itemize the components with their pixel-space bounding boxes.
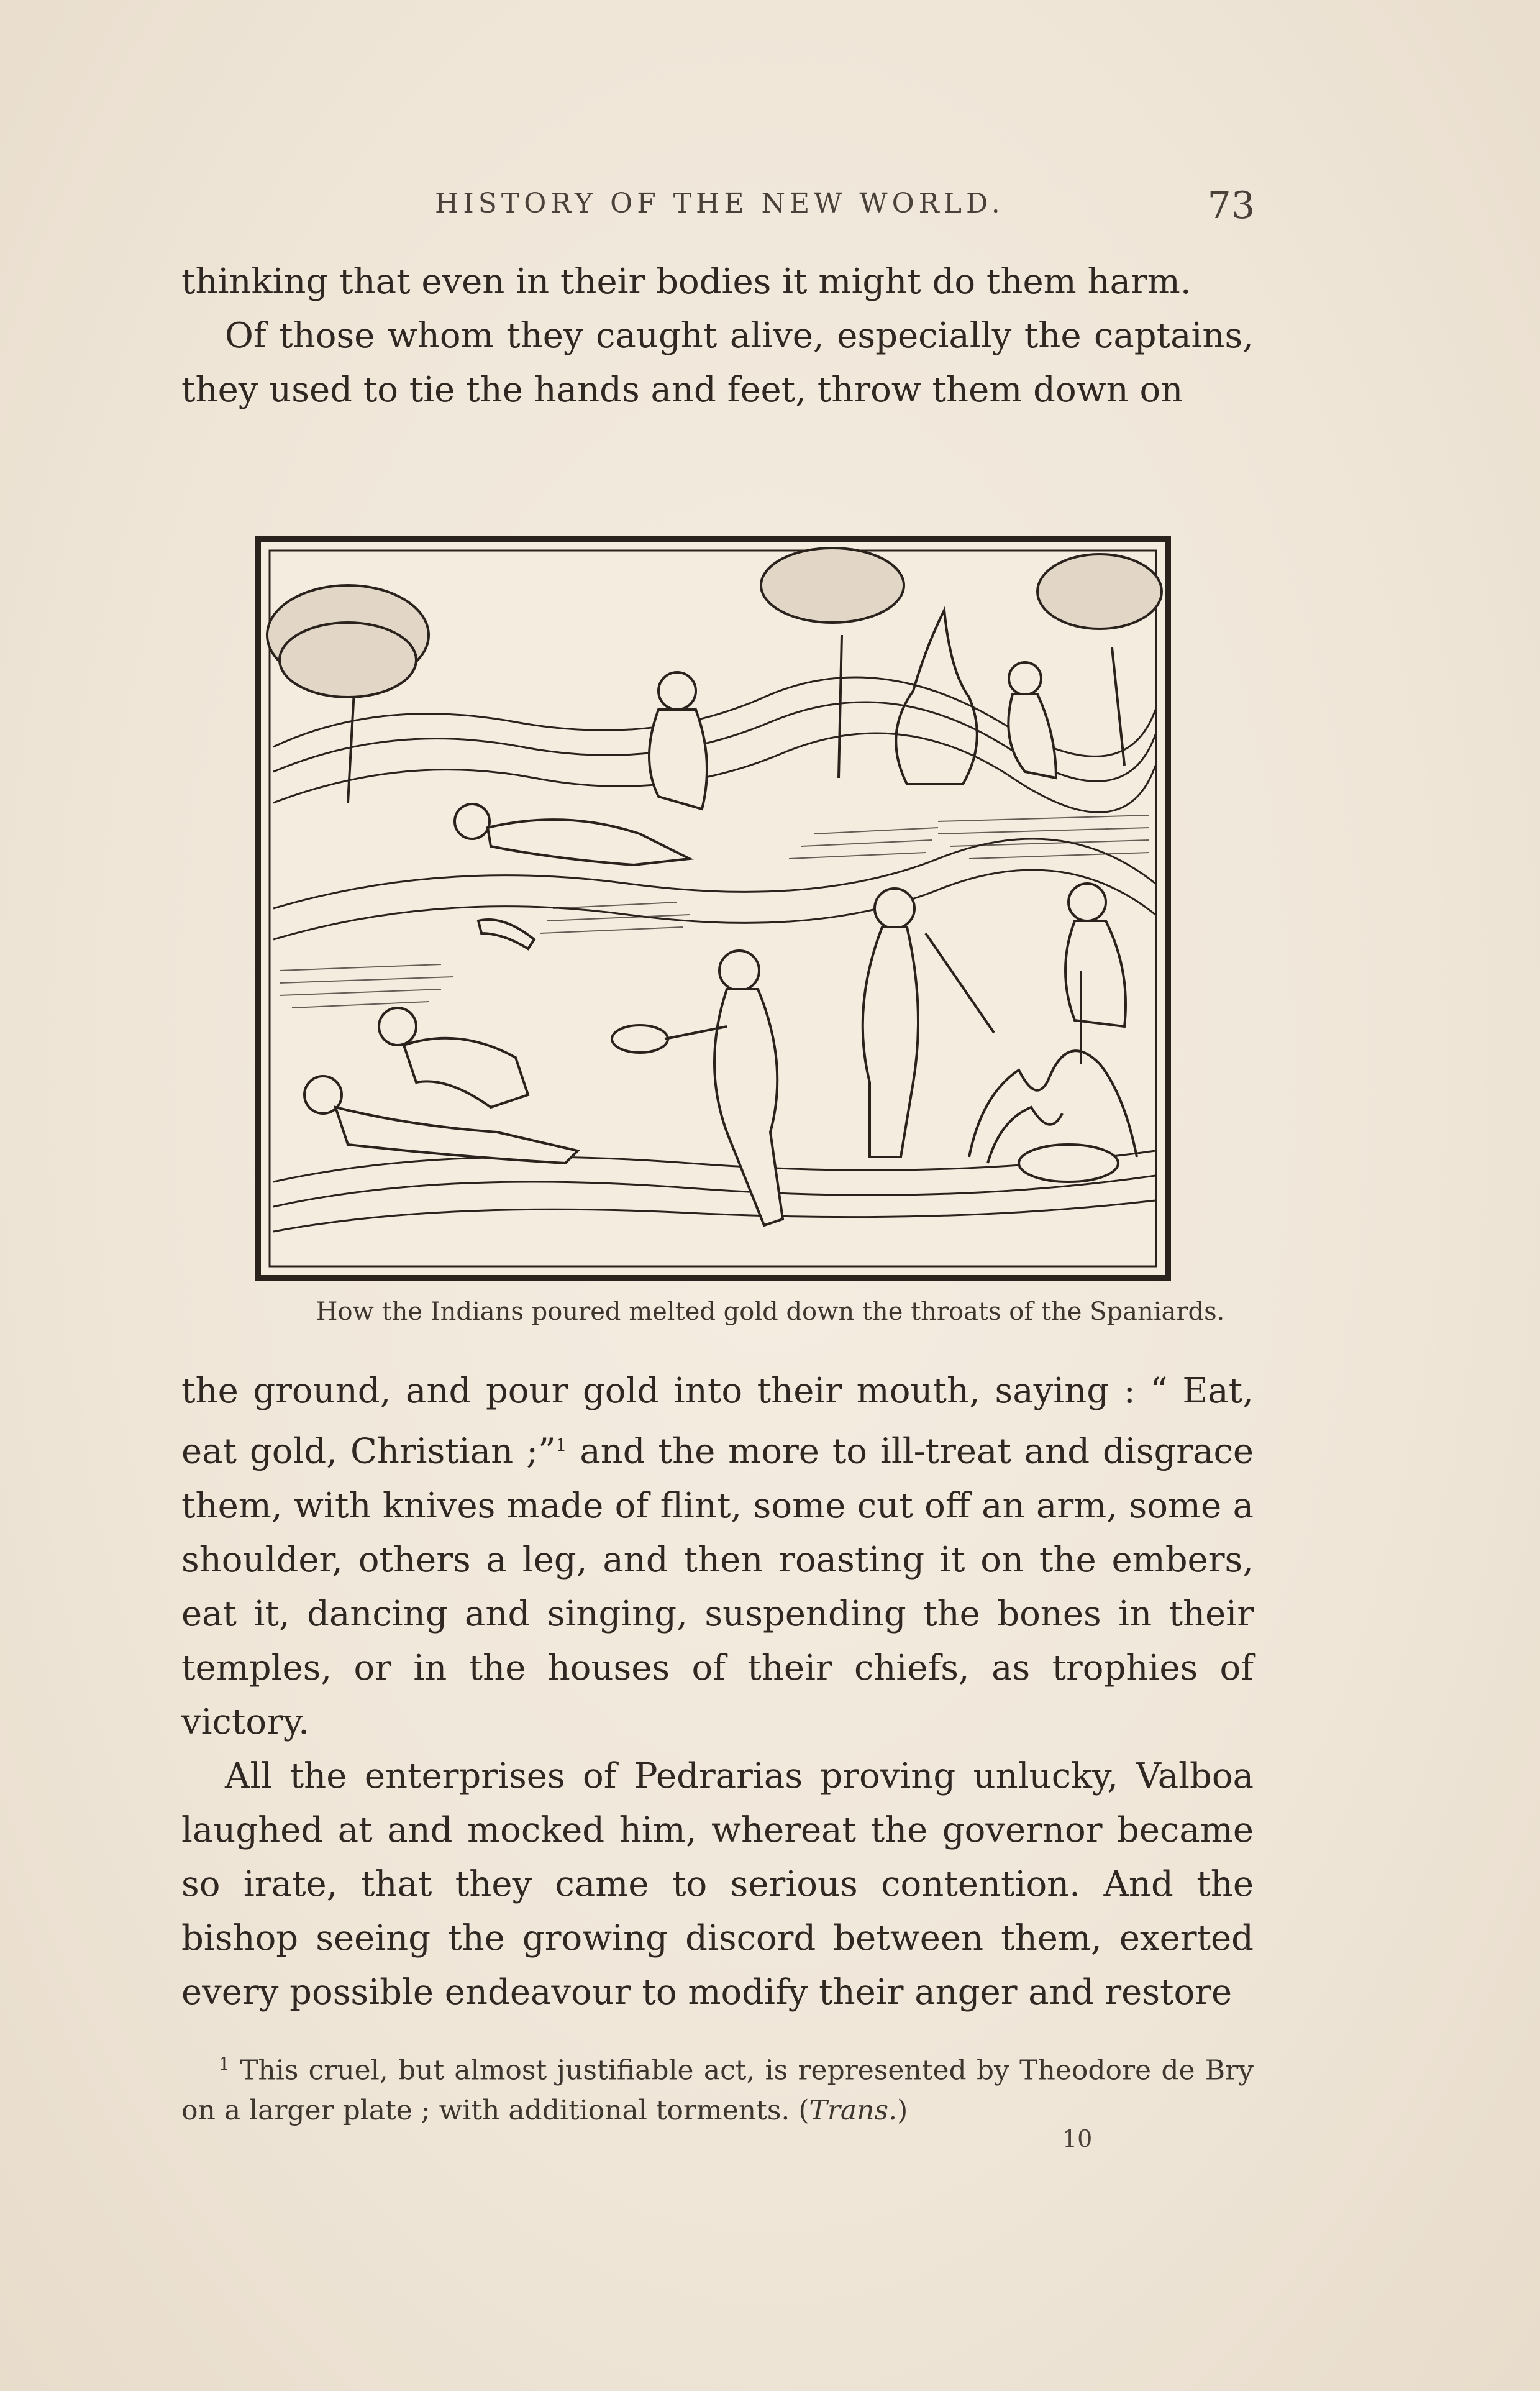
footnote-italic: Trans. — [809, 2094, 898, 2126]
paragraph: thinking that even in their bodies it might do them harm. — [181, 262, 1191, 302]
running-title: HISTORY OF THE NEW WORLD. — [435, 188, 1005, 219]
footnote-number: 1 — [219, 2054, 230, 2074]
footnote-body: This cruel, but almost justifiable act, is represented by Theodore de Bry on a larger plate ; with additional torments. ( — [181, 2054, 1254, 2126]
paragraph: Of those whom they caught alive, especially the captains, they used to tie the hands and feet, throw them down on — [181, 316, 1254, 410]
woodcut-illustration — [255, 536, 1171, 1281]
woodcut-image — [255, 536, 1171, 1281]
paragraph-text: the ground, and pour gold into their mouth, saying : “ Eat, eat gold, Christian ;” — [181, 1371, 1254, 1472]
paragraph — [181, 1364, 1254, 1749]
footnote-reference: 1 — [555, 1435, 567, 1455]
footnote-text — [181, 2044, 1254, 2131]
body-text-top — [181, 255, 1254, 417]
paragraph: All the enterprises of Pedrarias proving unlucky, Valboa laughed at and mocked him, whereat the governor became so irate, that they came to serious contention. And the bishop seeing the growing discord between them, exerted every possible endeavour to modify their anger and restore — [181, 1755, 1254, 2013]
signature-mark: 10 — [1062, 2125, 1093, 2152]
running-head — [180, 184, 1255, 227]
paragraph-text: and the more to ill-treat and disgrace them, with knives made of flint, some cut off an arm, some a shoulder, others a leg, and then roasting it on the embers, eat it, dancing and singing, suspending the bones in their temples, or in the houses of their chiefs, as trophies of victory. — [181, 1431, 1254, 1742]
page-number: 73 — [1207, 184, 1255, 227]
figure-caption: How the Indians poured melted gold down the throats of the Spaniards. — [316, 1297, 1225, 1326]
footnote-body-end: ) — [897, 2094, 908, 2126]
footnote — [181, 2044, 1254, 2131]
body-text-bottom — [181, 1364, 1254, 2019]
